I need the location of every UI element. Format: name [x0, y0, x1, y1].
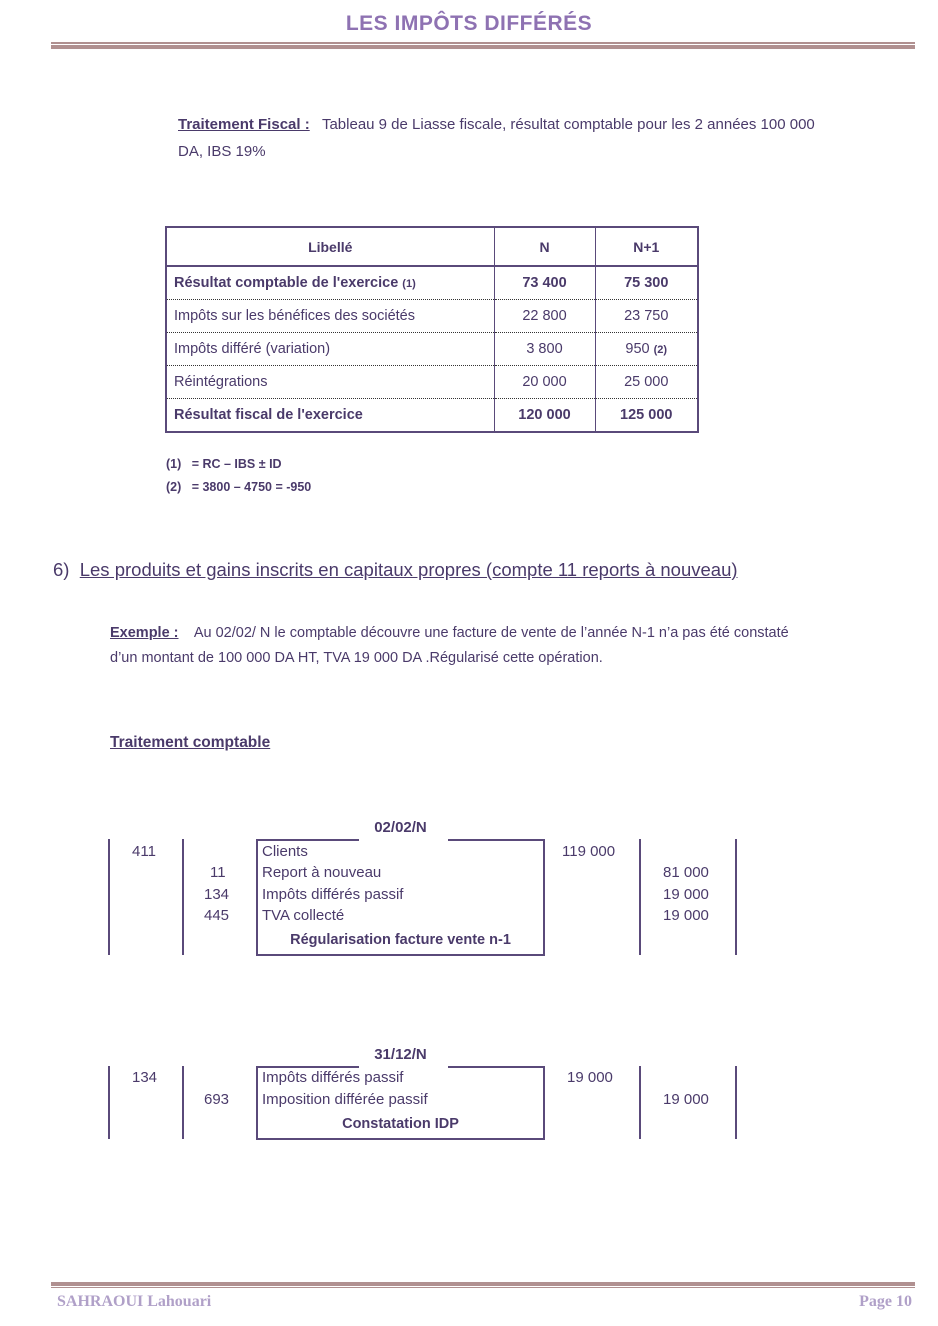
- row-value-n1: 23 750: [595, 300, 698, 333]
- journal-line: [735, 1066, 737, 1139]
- fiscal-text-2: DA, IBS 19%: [178, 143, 266, 160]
- table-row: [166, 333, 698, 366]
- example-text-1: Au 02/02/ N le comptable découvre une facture de vente de l’année N-1 n’a pas été constaté: [193, 625, 789, 641]
- row-label: Impôts différé (variation): [166, 333, 494, 366]
- footnote-2: (2) = 3800 – 4750 = -950: [166, 480, 312, 494]
- fiscal-paragraph: [178, 111, 908, 165]
- row-note: (2): [653, 344, 668, 356]
- fiscal-table: [165, 226, 699, 433]
- col-header-libelle: Libellé: [166, 227, 494, 266]
- example-paragraph: [110, 621, 890, 671]
- page-title: LES IMPÔTS DIFFÉRÉS: [345, 12, 593, 35]
- footer-author: SAHRAOUI Lahouari: [57, 1293, 212, 1310]
- footer-rule-thick: [51, 1282, 915, 1286]
- row-value-n: 22 800: [494, 300, 595, 333]
- journal-caption: Constatation IDP: [342, 1116, 459, 1132]
- journal-line: [108, 1066, 110, 1139]
- fiscal-label: Traitement Fiscal :: [178, 116, 310, 133]
- journal-line: [735, 839, 737, 955]
- row-label: Résultat comptable de l'exercice: [174, 275, 399, 291]
- traitement-comptable-heading: Traitement comptable: [110, 734, 271, 751]
- row-value-n: 20 000: [494, 366, 595, 399]
- example-label: Exemple :: [110, 625, 179, 641]
- row-value-n: 120 000: [494, 399, 595, 433]
- table-row: [166, 300, 698, 333]
- footer-rule-thin: [51, 1287, 915, 1288]
- journal-line: [182, 1066, 184, 1139]
- col-header-n1: N+1: [595, 227, 698, 266]
- journal-date: 31/12/N: [374, 1046, 427, 1063]
- table-row: [166, 266, 698, 300]
- row-value-n1: 75 300: [595, 266, 698, 300]
- journal-caption: Régularisation facture vente n-1: [290, 932, 511, 948]
- journal-line: [639, 1066, 641, 1139]
- section-title: Les produits et gains inscrits en capitaux propres (compte 11 reports à nouveau): [79, 559, 738, 580]
- row-value-n: 3 800: [494, 333, 595, 366]
- row-value-n1: 25 000: [595, 366, 698, 399]
- journal-line: [182, 839, 184, 955]
- fiscal-text-1: Tableau 9 de Liasse fiscale, résultat comptable pour les 2 années 100 000: [321, 116, 815, 133]
- table-row: [166, 366, 698, 399]
- journal-line: [639, 839, 641, 955]
- header-rule-thin: [51, 42, 915, 44]
- table-header-row: [166, 227, 698, 266]
- row-value-n1: 125 000: [595, 399, 698, 433]
- header-rule-thick: [51, 45, 915, 49]
- row-label: Résultat fiscal de l'exercice: [166, 399, 494, 433]
- footer-page-number: Page 10: [859, 1293, 912, 1310]
- footnote-1: (1) = RC – IBS ± ID: [166, 457, 282, 471]
- journal-date: 02/02/N: [374, 819, 427, 836]
- row-note: (1): [402, 278, 416, 290]
- row-value-n1: 950: [625, 341, 650, 357]
- row-value-n: 73 400: [494, 266, 595, 300]
- footnotes: [166, 453, 311, 499]
- table-row: [166, 399, 698, 433]
- col-header-n: N: [494, 227, 595, 266]
- journal-line: [108, 839, 110, 955]
- section-6-heading: [53, 559, 738, 581]
- section-number: 6): [53, 559, 70, 580]
- example-text-2: d’un montant de 100 000 DA HT, TVA 19 000 DA .Régularisé cette opération.: [110, 650, 603, 666]
- row-label: Réintégrations: [166, 366, 494, 399]
- row-label: Impôts sur les bénéfices des sociétés: [166, 300, 494, 333]
